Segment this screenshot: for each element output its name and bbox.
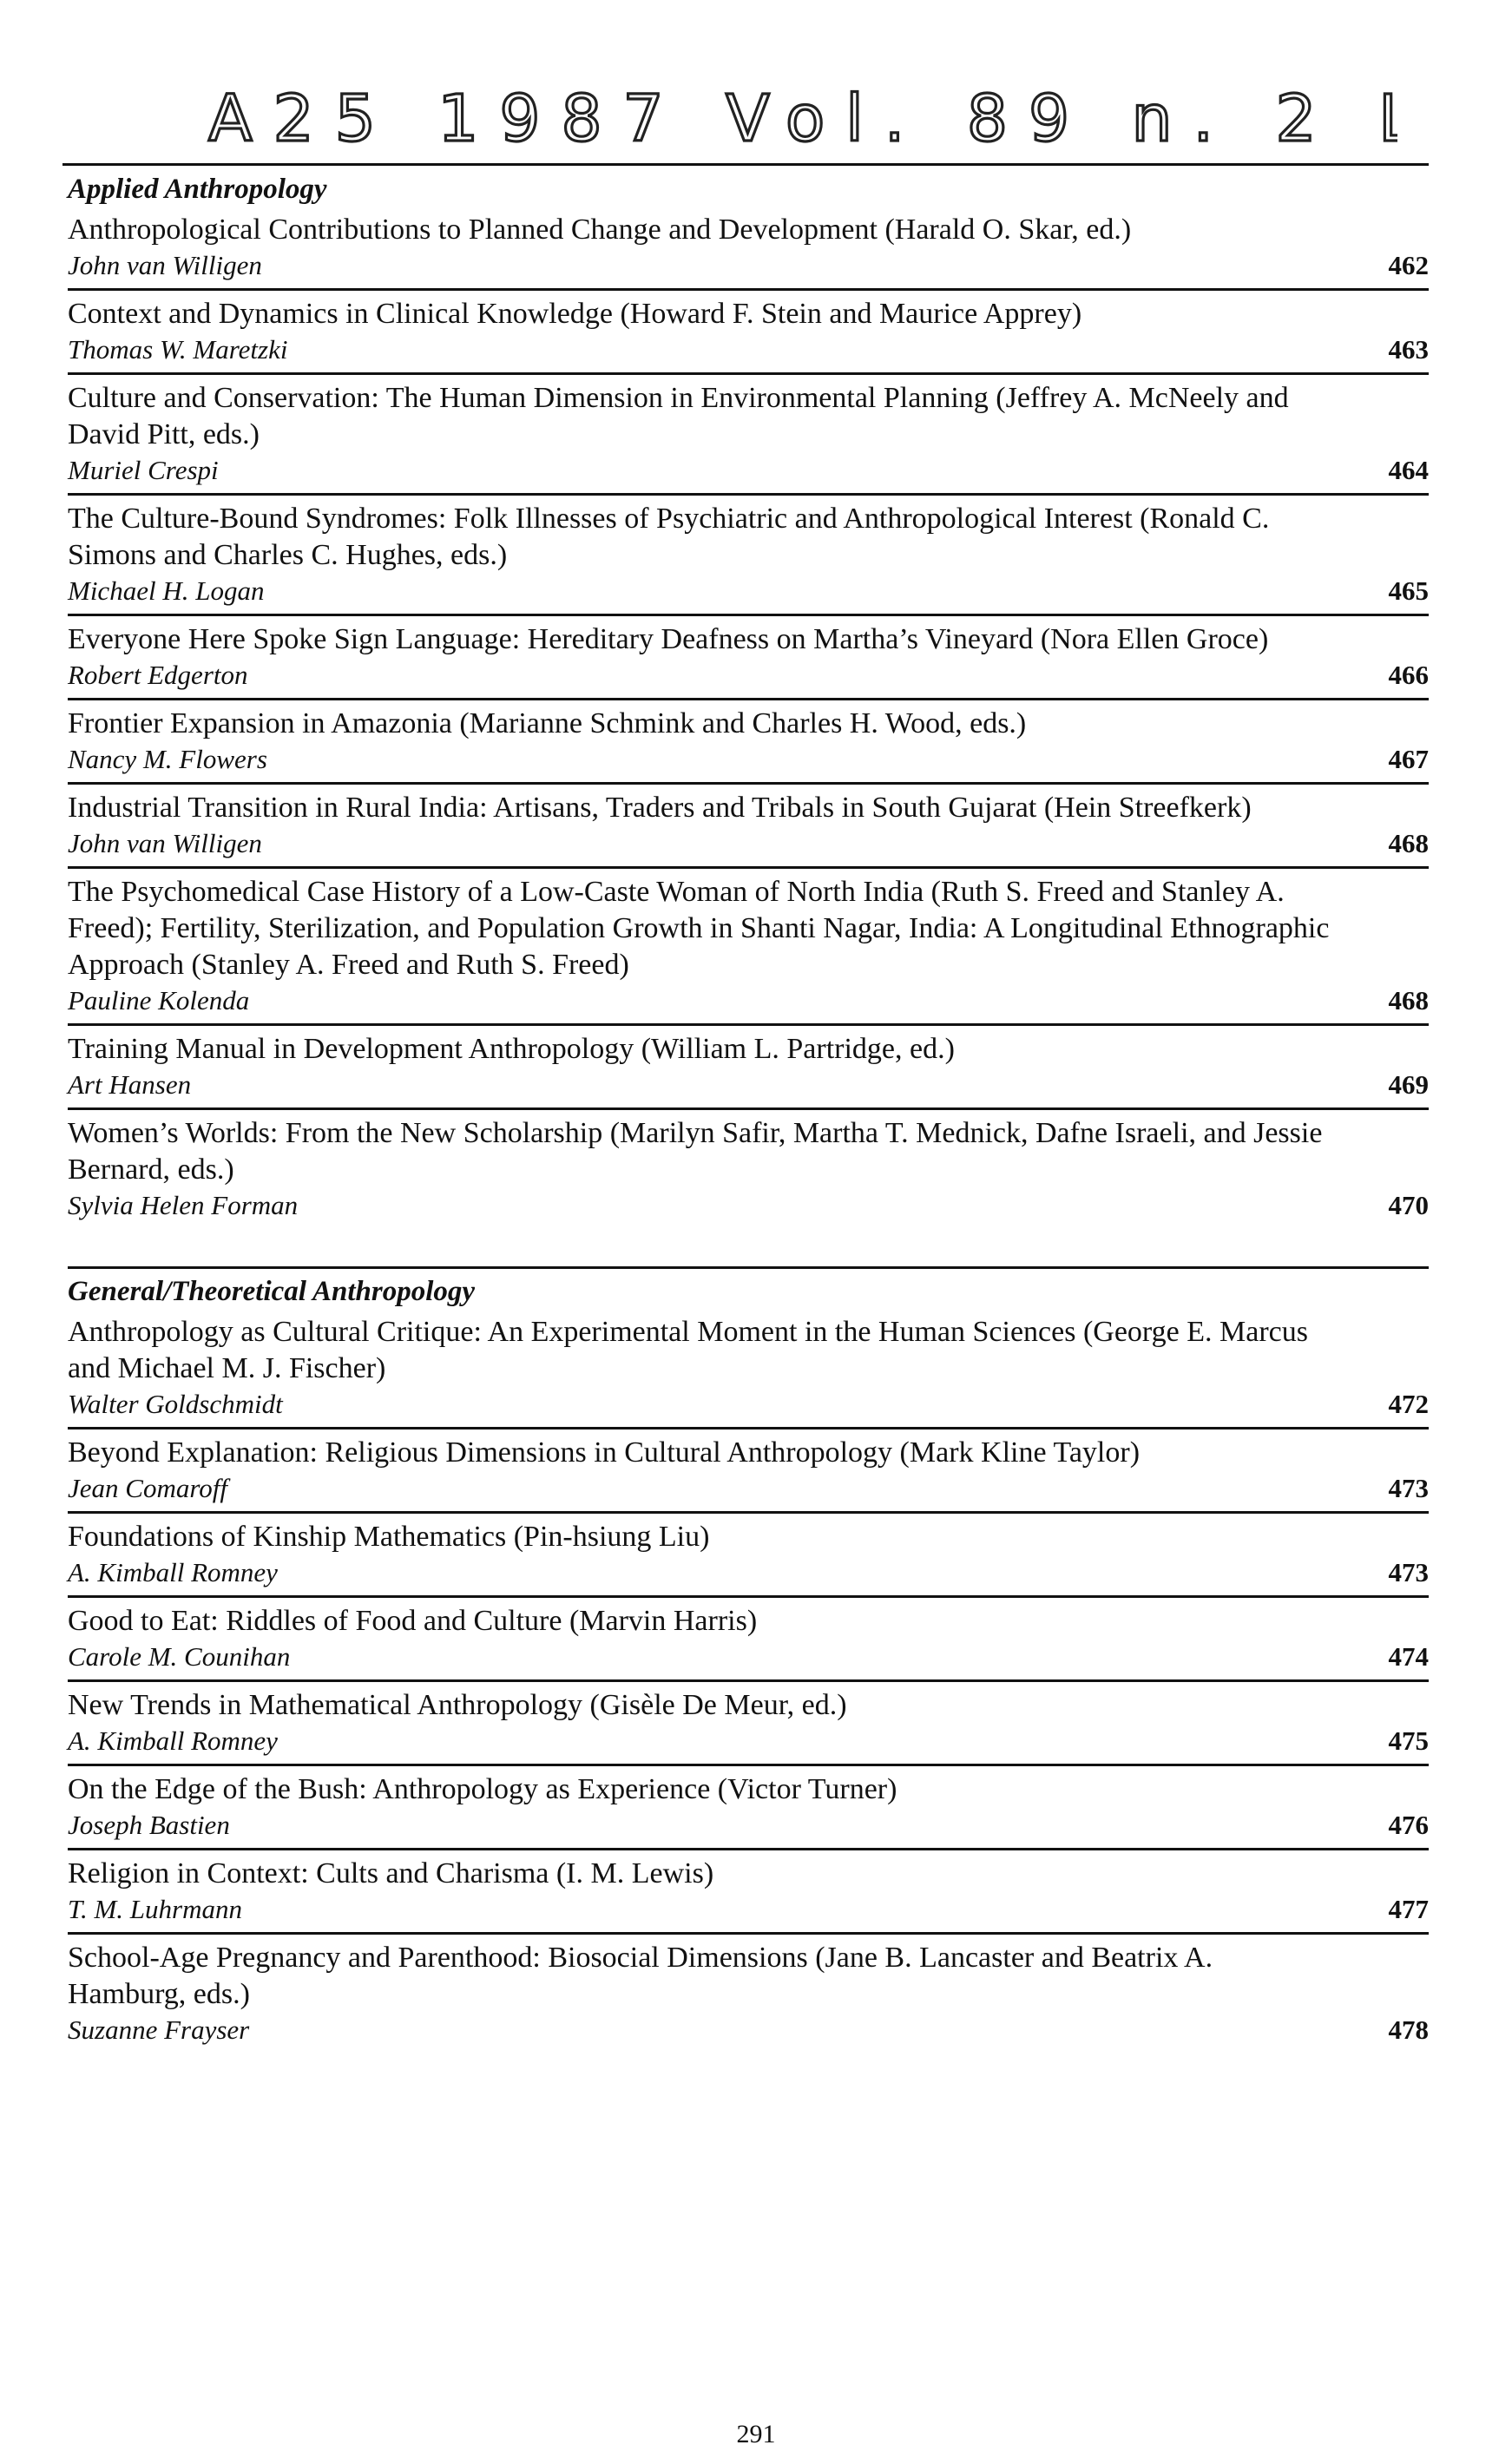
entry-page-number: 468	[1388, 985, 1429, 1015]
entry-page-number: 467	[1388, 744, 1429, 774]
handwritten-note	[200, 61, 1397, 165]
toc-entry	[68, 1309, 1429, 1429]
section	[68, 172, 1429, 1228]
entry-page-number: 473	[1388, 1557, 1429, 1587]
toc-entry	[68, 869, 1429, 1026]
entry-title: Good to Eat: Riddles of Food and Culture (Marvin Harris)	[68, 1605, 758, 1637]
entry-title: Religion in Context: Cults and Charisma (I. M. Lewis)	[68, 1857, 714, 1890]
entry-title: Context and Dynamics in Clinical Knowledge (Howard F. Stein and Maurice Apprey)	[68, 298, 1082, 330]
handwritten-note-text: A25 1987 Vol. 89 n. 2 L3	[208, 82, 1397, 156]
entry-page-number: 462	[1388, 250, 1429, 280]
toc-entry	[68, 616, 1429, 700]
entry-reviewer: Suzanne Frayser	[68, 2014, 250, 2045]
entry-page-number: 472	[1388, 1389, 1429, 1419]
toc-entry	[68, 1935, 1429, 2053]
entry-title: Women’s Worlds: From the New Scholarship (Marilyn Safir, Martha T. Mednick, Dafne Israeli, and Jessie Bernard, eds.)	[68, 1117, 1323, 1186]
section-heading: General/Theoretical Anthropology	[68, 1276, 476, 1307]
entry-page-number: 477	[1388, 1894, 1429, 1924]
entry-reviewer: A. Kimball Romney	[68, 1557, 278, 1587]
toc-entry	[68, 1429, 1429, 1514]
entry-reviewer: Carole M. Counihan	[68, 1641, 291, 1672]
entry-title: Frontier Expansion in Amazonia (Marianne Schmink and Charles H. Wood, eds.)	[68, 707, 1027, 739]
toc-entry	[68, 496, 1429, 616]
entry-page-number: 468	[1388, 828, 1429, 858]
entry-title: On the Edge of the Bush: Anthropology as Experience (Victor Turner)	[68, 1773, 897, 1805]
table-of-contents	[68, 170, 1429, 2053]
toc-entry	[68, 1850, 1429, 1935]
entry-page-number: 470	[1388, 1190, 1429, 1220]
entry-page-number: 478	[1388, 2014, 1429, 2045]
entry-title: Anthropology as Cultural Critique: An Experimental Moment in the Human Sciences (George E. Marcus and Michael M. J. Fischer)	[68, 1316, 1308, 1384]
entry-reviewer: Walter Goldschmidt	[68, 1389, 283, 1419]
entry-reviewer: Michael H. Logan	[68, 575, 265, 606]
toc-entry	[68, 1766, 1429, 1850]
section	[68, 1266, 1429, 2053]
toc-entry	[68, 375, 1429, 496]
toc-entry	[68, 1514, 1429, 1598]
toc-entry	[68, 1026, 1429, 1110]
entry-page-number: 466	[1388, 660, 1429, 690]
page-number: 291	[736, 2420, 776, 2448]
toc-entry	[68, 785, 1429, 869]
entry-reviewer: T. M. Luhrmann	[68, 1894, 242, 1924]
entry-reviewer: John van Willigen	[68, 828, 262, 858]
entry-reviewer: Robert Edgerton	[68, 660, 248, 690]
entry-reviewer: Jean Comaroff	[68, 1473, 227, 1503]
toc-entry	[68, 1682, 1429, 1766]
toc-entry	[68, 207, 1429, 291]
entry-page-number: 465	[1388, 575, 1429, 606]
section-heading: Applied Anthropology	[68, 174, 327, 205]
entry-title: Everyone Here Spoke Sign Language: Hereditary Deafness on Martha’s Vineyard (Nora Ellen Groce)	[68, 623, 1269, 655]
entry-page-number: 474	[1388, 1641, 1429, 1672]
entry-title: The Psychomedical Case History of a Low-Caste Woman of North India (Ruth S. Freed and Stanley A. Freed); Fertility, Sterilization, and Population Growth in Shanti Nagar, India: A Longitudinal Ethnographic Approach (Stanley A. Freed and Ruth S. Freed)	[68, 876, 1330, 981]
entry-reviewer: Muriel Crespi	[68, 455, 219, 485]
entry-title: Industrial Transition in Rural India: Artisans, Traders and Tribals in South Gujarat (Hein Streefkerk)	[68, 792, 1252, 824]
entry-reviewer: Pauline Kolenda	[68, 985, 250, 1015]
entry-title: Anthropological Contributions to Planned Change and Development (Harald O. Skar, ed.)	[68, 214, 1132, 246]
toc-entry	[68, 700, 1429, 785]
entry-title: Foundations of Kinship Mathematics (Pin-hsiung Liu)	[68, 1521, 710, 1553]
entry-page-number: 473	[1388, 1473, 1429, 1503]
entry-page-number: 464	[1388, 455, 1429, 485]
entry-page-number: 476	[1388, 1810, 1429, 1840]
entry-page-number: 475	[1388, 1725, 1429, 1756]
entry-reviewer: Thomas W. Maretzki	[68, 334, 288, 365]
entry-reviewer: Joseph Bastien	[68, 1810, 230, 1840]
entry-title: School-Age Pregnancy and Parenthood: Biosocial Dimensions (Jane B. Lancaster and Beatrix A. Hamburg, eds.)	[68, 1942, 1213, 2010]
entry-title: Culture and Conservation: The Human Dimension in Environmental Planning (Jeffrey A. McNeely and David Pitt, eds.)	[68, 382, 1289, 450]
entry-reviewer: Art Hansen	[68, 1069, 192, 1100]
toc-entry	[68, 291, 1429, 375]
toc-entry	[68, 1110, 1429, 1228]
entry-title: The Culture-Bound Syndromes: Folk Illnesses of Psychiatric and Anthropological Interest (Ronald C. Simons and Charles C. Hughes, eds.)	[68, 503, 1270, 571]
entry-reviewer: John van Willigen	[68, 250, 262, 280]
entry-reviewer: A. Kimball Romney	[68, 1725, 278, 1756]
entry-reviewer: Nancy M. Flowers	[68, 744, 267, 774]
entry-title: Beyond Explanation: Religious Dimensions in Cultural Anthropology (Mark Kline Taylor)	[68, 1436, 1141, 1469]
top-rule	[62, 163, 1429, 166]
entry-title: New Trends in Mathematical Anthropology (Gisèle De Meur, ed.)	[68, 1689, 847, 1721]
entry-page-number: 469	[1388, 1069, 1429, 1100]
entry-title: Training Manual in Development Anthropology (William L. Partridge, ed.)	[68, 1033, 955, 1065]
entry-reviewer: Sylvia Helen Forman	[68, 1190, 299, 1220]
entry-page-number: 463	[1388, 334, 1429, 365]
toc-entry	[68, 1598, 1429, 1682]
